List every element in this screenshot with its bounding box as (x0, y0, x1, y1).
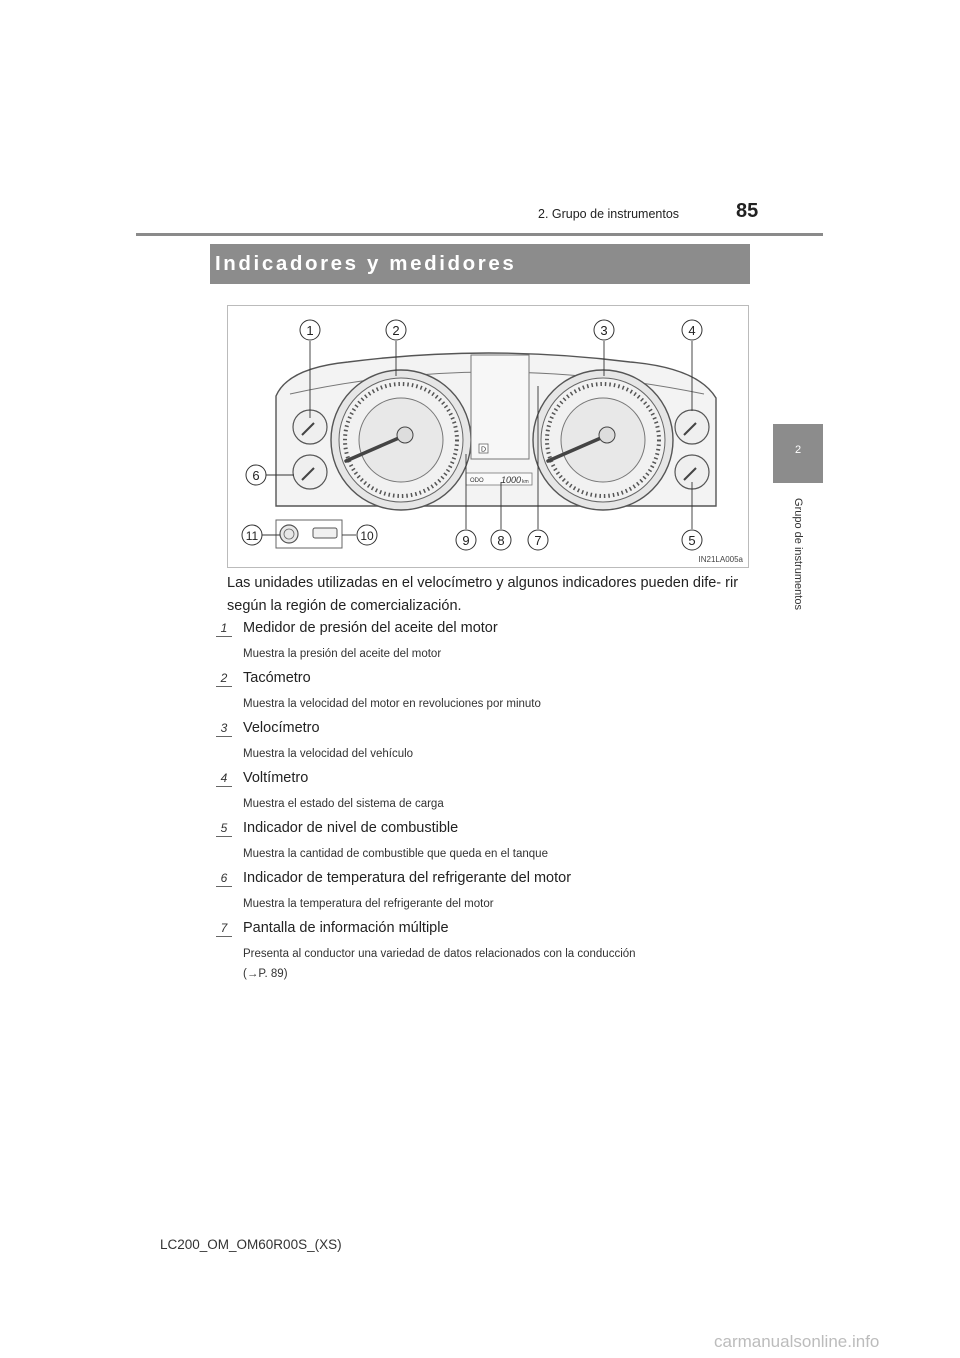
item-marker-4: 4 (216, 771, 232, 785)
item-title-4: Voltímetro (243, 770, 309, 786)
speedometer-dial (533, 370, 673, 510)
item-title-3: Velocímetro (243, 720, 320, 736)
item-marker-1: 1 (216, 621, 232, 635)
callout-4 (682, 320, 702, 340)
item-marker-5: 5 (216, 821, 232, 835)
svg-text:11: 11 (245, 529, 259, 543)
svg-text:5: 5 (688, 533, 696, 548)
item-title-5: Indicador de nivel de combustible (243, 820, 459, 836)
item-marker-2: 2 (216, 671, 232, 685)
callout-7 (528, 530, 548, 550)
chapter-tab-number: 2 (794, 444, 802, 456)
item-marker-7: 7 (216, 921, 232, 935)
intro-paragraph: Las unidades utilizadas en el velocímetro y algunos indicadores pueden dife- rir según la región de comercialización. (227, 575, 739, 614)
svg-text:1: 1 (306, 323, 314, 338)
instrument-cluster-illustration (228, 306, 750, 569)
svg-text:10: 10 (360, 529, 374, 543)
svg-text:6: 6 (252, 468, 260, 483)
item-title-1: Medidor de presión del aceite del motor (243, 620, 498, 636)
callout-5 (682, 530, 702, 550)
voltmeter-gauge (675, 410, 709, 444)
multi-information-display (471, 355, 529, 459)
callout-8 (491, 530, 511, 550)
svg-text:9: 9 (462, 533, 470, 548)
item-desc-4: Muestra el estado del sistema de carga (243, 798, 444, 810)
item-marker-3: 3 (216, 721, 232, 735)
item-desc-1: Muestra la presión del aceite del motor (243, 648, 442, 660)
header-rule (136, 233, 823, 236)
page-number: 85 (736, 200, 759, 222)
callout-2 (386, 320, 406, 340)
item-desc-7: Presenta al conductor una variedad de datos relacionados con la conducción (243, 948, 636, 960)
instrument-cluster-figure (227, 305, 749, 568)
item-desc-6: Muestra la temperatura del refrigerante del motor (243, 898, 494, 910)
dimmer-switch (313, 528, 337, 538)
coolant-temperature-gauge (293, 455, 327, 489)
chapter-tab-label: Grupo de instrumentos (792, 498, 804, 610)
callout-1 (300, 320, 320, 340)
svg-text:3: 3 (600, 323, 608, 338)
running-header-section: 2. Grupo de instrumentos (538, 207, 680, 221)
item-marker-6: 6 (216, 871, 232, 885)
callout-3 (594, 320, 614, 340)
tachometer-dial (331, 370, 471, 510)
item-title-6: Indicador de temperatura del refrigerante del motor (243, 870, 572, 886)
odometer-value: 1000 (501, 475, 522, 485)
svg-text:7: 7 (534, 533, 542, 548)
odometer-unit: km (522, 479, 529, 485)
item-desc-3: Muestra la velocidad del vehículo (243, 748, 414, 760)
callout-6 (246, 465, 266, 485)
trip-knob (280, 525, 298, 543)
section-title: Indicadores y medidores (210, 244, 750, 284)
item-title-7: Pantalla de información múltiple (243, 920, 449, 936)
chapter-tab (773, 424, 823, 483)
watermark: carmanualsonline.info (714, 1332, 880, 1351)
figure-code: IN21LA005a (698, 555, 743, 564)
odometer-label: ODO (470, 478, 484, 484)
item-desc-2: Muestra la velocidad del motor en revoluciones por minuto (243, 698, 541, 710)
item-desc-7-page-ref: (→P. 89) (243, 968, 288, 980)
svg-text:8: 8 (497, 533, 505, 548)
callout-9 (456, 530, 476, 550)
callout-11 (242, 525, 262, 545)
item-desc-5: Muestra la cantidad de combustible que queda en el tanque (243, 848, 548, 860)
callout-10 (357, 525, 377, 545)
manual-code: LC200_OM_OM60R00S_(XS) (160, 1237, 342, 1252)
svg-text:4: 4 (688, 323, 696, 338)
shift-indicator-text: D (480, 446, 487, 454)
item-title-2: Tacómetro (243, 670, 311, 686)
svg-text:2: 2 (392, 323, 400, 338)
